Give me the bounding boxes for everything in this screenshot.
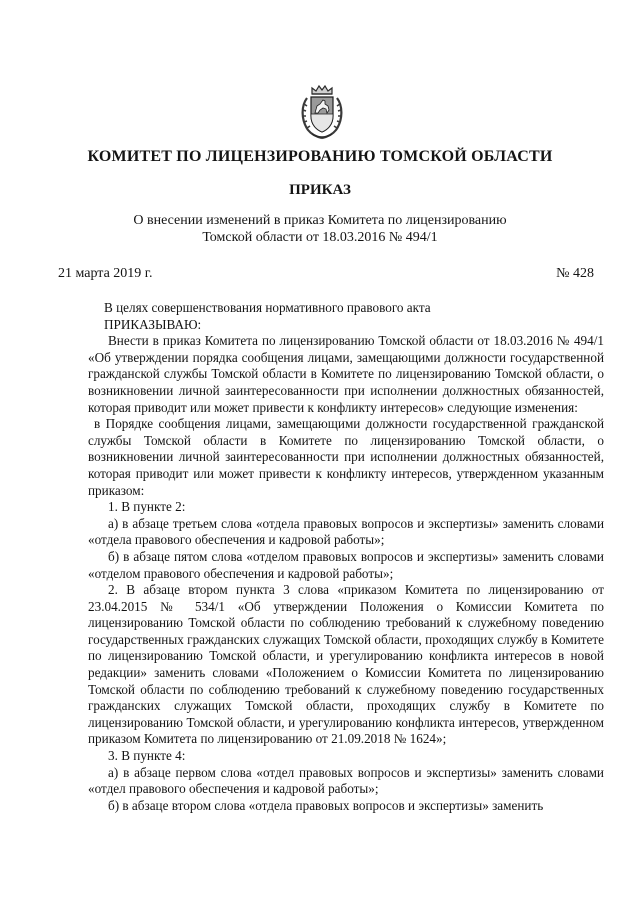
directive-word: ПРИКАЗЫВАЮ: (104, 316, 202, 332)
clause-paragraph: 2. В абзаце втором пункта 3 слова «приказом Комитета по лицензированию от 23.04.2015 № 534/1 «Об утверждении Положения о Комиссии Комитета по лицензированию Томской области по соблюдению требований к служебному поведению государственных гражданских служащих Томской области, проходящих службу в Комитете по лицензированию Томской области, и урегулированию конфликта интересов в новой редакции» заменить словами «Положением о Комиссии Комитета по лицензированию Томской области по соблюдению требований к служебному поведению государственных гражданских служащих Томской области, проходящих службу в Комитете по лицензированию Томской области, и урегулированию конфликта интересов, утвержденном приказом Комитета по лицензированию от 21.09.2018 № 1624»; (88, 582, 604, 747)
order-body (88, 300, 604, 814)
subject-line: О внесении изменений в приказ Комитета по лицензированию (133, 213, 507, 228)
preamble-paragraph: В целях совершенствования нормативного правового акта (104, 300, 431, 315)
order-number: № 428 (556, 266, 594, 281)
body-paragraph: в Порядке сообщения лицами, замещающими должности государственной гражданской службы Томской области в Комитете по лицензированию Томской области, о возникновении личной заинтересованности при исполнении должностных обязанностей, которая приводит или может привести к конфликту интересов, утвержденном указанным приказом: (88, 416, 604, 498)
sub-clause: а) в абзаце первом слова «отдел правовых вопросов и экспертизы» заменить словами «отдел правового обеспечения и кадровой работы»; (88, 764, 604, 797)
order-date: 21 марта 2019 г. (58, 266, 153, 281)
sub-clause: б) в абзаце пятом слова «отделом правовых вопросов и экспертизы» заменить словами «отделом правового обеспечения и кадровой работы»; (88, 548, 604, 581)
clause-heading: 1. В пункте 2: (108, 499, 186, 515)
subject-line: Томской области от 18.03.2016 № 494/1 (202, 230, 438, 245)
sub-clause: а) в абзаце третьем слова «отдела правовых вопросов и экспертизы» заменить словами «отдела правового обеспечения и кадровой работы»; (88, 515, 604, 548)
order-title: ПРИКАЗ (289, 182, 351, 198)
clause-heading: 3. В пункте 4: (108, 748, 186, 764)
agency-name: КОМИТЕТ ПО ЛИЦЕНЗИРОВАНИЮ ТОМСКОЙ ОБЛАСТИ (87, 148, 553, 165)
body-paragraph: Внести в приказ Комитета по лицензированию Томской области от 18.03.2016 № 494/1 «Об утверждении порядка сообщения лицами, замещающими должности государственной гражданской службы Томской области в Комитете по лицензированию Томской области, о возникновении личной заинтересованности при исполнении должностных обязанностей, которая приводит или может привести к конфликту интересов» следующие изменения: (88, 333, 604, 415)
order-subject (0, 212, 640, 246)
sub-clause: б) в абзаце втором слова «отдела правовых вопросов и экспертизы» заменить (108, 797, 544, 813)
coat-of-arms-emblem (298, 84, 346, 142)
